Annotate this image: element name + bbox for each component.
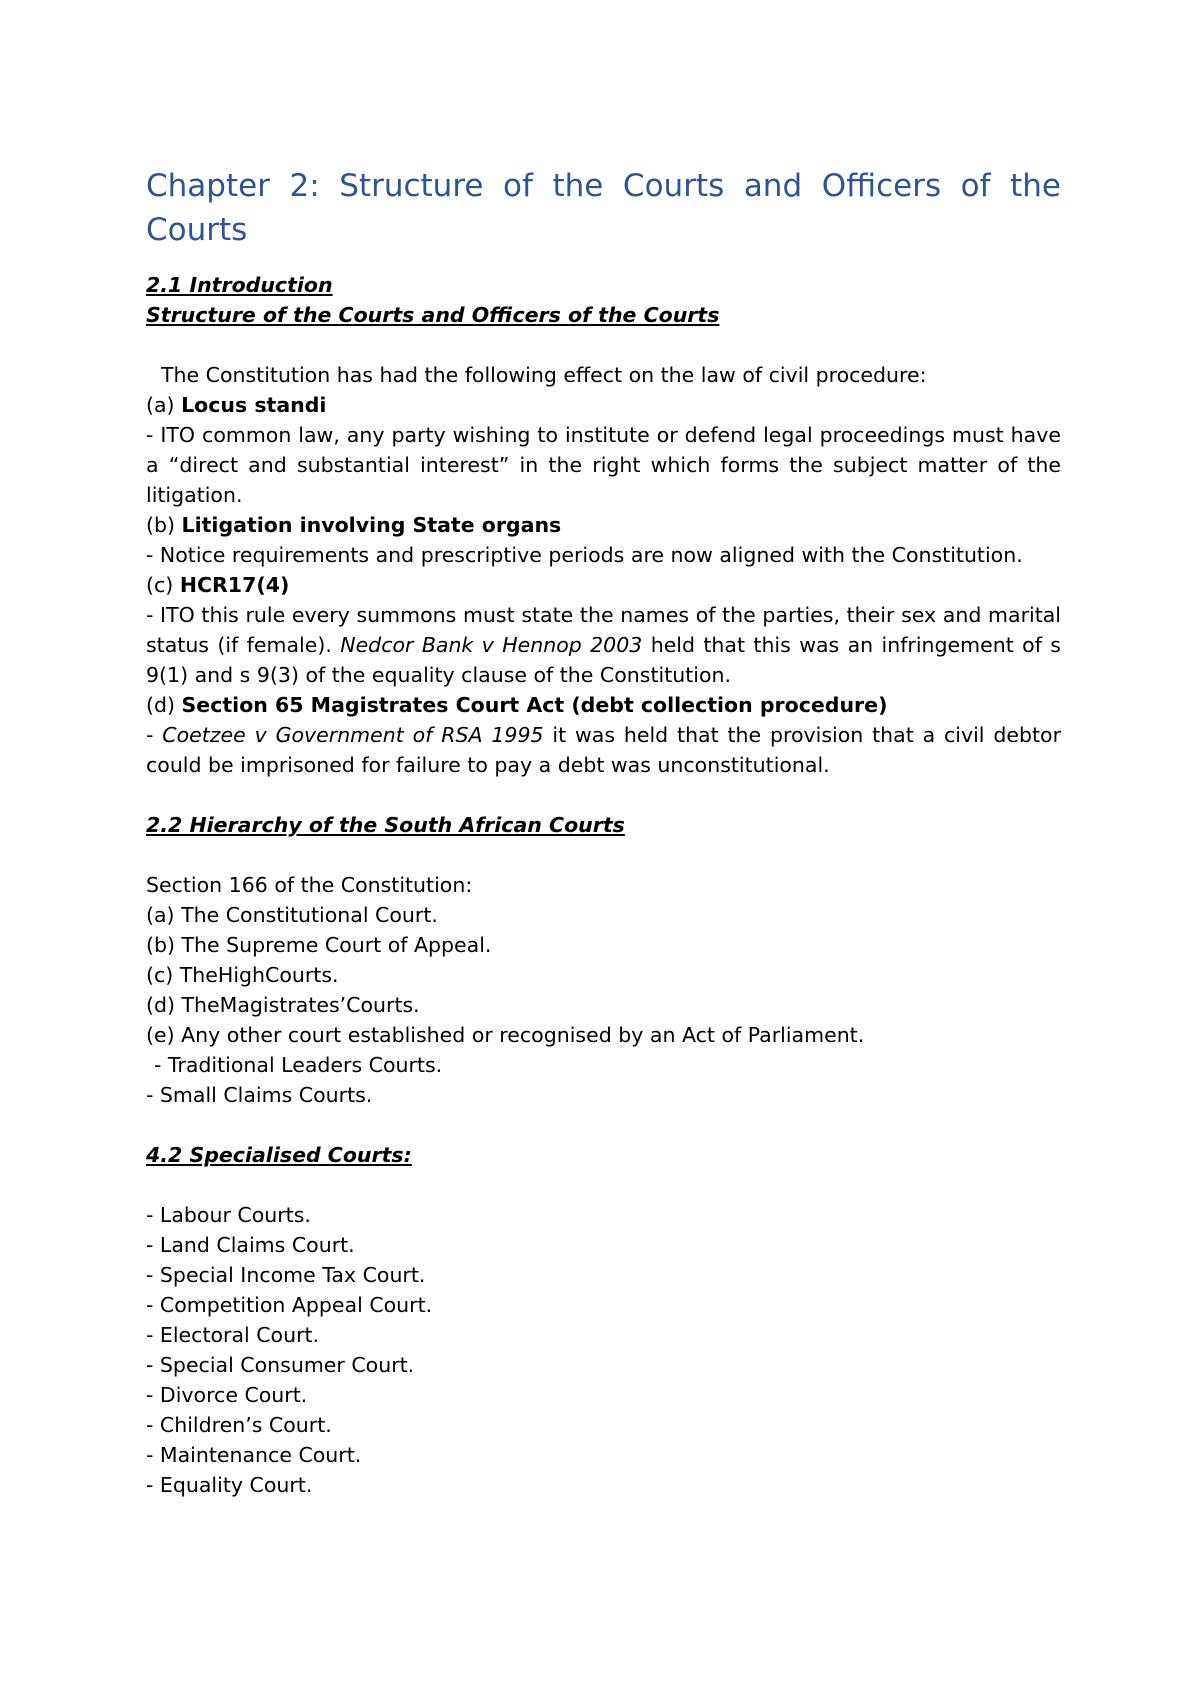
item-marker: (b)	[146, 513, 176, 537]
list-item: - Divorce Court.	[146, 1383, 308, 1407]
spacer	[146, 330, 1061, 360]
spacer	[146, 840, 1061, 870]
list-item: - Maintenance Court.	[146, 1443, 362, 1467]
item-title: Locus standi	[181, 393, 327, 417]
list-item: (e) Any other court established or recognised by an Act of Parliament.	[146, 1023, 865, 1047]
item-body-text: it was held that the provision that a civil debtor could be imprisoned for failure to pay a debt was unconstitutional.	[146, 723, 1061, 777]
item-marker: (d)	[146, 693, 176, 717]
list-item: - Special Consumer Court.	[146, 1353, 415, 1377]
section-heading-hierarchy: 2.2 Hierarchy of the South African Courts	[146, 813, 625, 837]
intro-item-b-body: - Notice requirements and prescriptive periods are now aligned with the Constitution.	[146, 543, 1023, 567]
section-subheading-intro: Structure of the Courts and Officers of the Courts	[146, 303, 720, 327]
chapter-title: Chapter 2: Structure of the Courts and Officers of the Courts	[146, 168, 1061, 248]
list-item: - Labour Courts.	[146, 1203, 311, 1227]
hierarchy-lead: Section 166 of the Constitution:	[146, 873, 473, 897]
list-item: - Equality Court.	[146, 1473, 313, 1497]
list-item: - Special Income Tax Court.	[146, 1263, 426, 1287]
list-item: - Small Claims Courts.	[146, 1083, 373, 1107]
list-item: - Competition Appeal Court.	[146, 1293, 433, 1317]
intro-item-b-heading	[146, 510, 1061, 540]
intro-lead: The Constitution has had the following effect on the law of civil procedure:	[161, 363, 927, 387]
list-item: - Land Claims Court.	[146, 1233, 355, 1257]
intro-item-c-heading	[146, 570, 1061, 600]
spacer	[146, 1170, 1061, 1200]
specialised-list	[146, 1200, 1061, 1500]
hierarchy-list	[146, 900, 1061, 1110]
item-body-text: held that this was an infringement of s 9(1) and s 9(3) of the equality clause of the Constitution.	[146, 633, 1061, 687]
item-body-text: -	[146, 723, 154, 747]
item-marker: (a)	[146, 393, 175, 417]
item-title: HCR17(4)	[179, 573, 290, 597]
item-marker: (c)	[146, 573, 174, 597]
intro-item-d-heading	[146, 690, 1061, 720]
list-item: - Children’s Court.	[146, 1413, 332, 1437]
intro-item-a-body: - ITO common law, any party wishing to institute or defend legal proceedings must have a “direct and substantial interest” in the right which forms the subject matter of the litigation.	[146, 423, 1061, 507]
section-heading-specialised: 4.2 Specialised Courts:	[146, 1143, 412, 1167]
list-item: - Traditional Leaders Courts.	[154, 1053, 443, 1077]
list-item: (d) TheMagistrates’Courts.	[146, 993, 420, 1017]
spacer	[146, 780, 1061, 810]
list-item: (c) TheHighCourts.	[146, 963, 339, 987]
item-title: Litigation involving State organs	[181, 513, 562, 537]
intro-item-c-body	[146, 600, 1061, 690]
list-item: (a) The Constitutional Court.	[146, 903, 438, 927]
document-page	[146, 164, 1061, 1500]
item-body-text: - ITO this rule every summons must state the names of the parties, their sex and marital status (if female).	[146, 603, 1061, 657]
section-heading-intro: 2.1 Introduction	[146, 273, 333, 297]
item-title: Section 65 Magistrates Court Act (debt collection procedure)	[181, 693, 888, 717]
spacer	[146, 252, 1061, 270]
case-citation: Coetzee v Government of RSA 1995	[162, 723, 544, 747]
list-item: - Electoral Court.	[146, 1323, 320, 1347]
intro-item-d-body	[146, 720, 1061, 780]
spacer	[146, 1110, 1061, 1140]
case-citation: Nedcor Bank v Hennop 2003	[340, 633, 643, 657]
list-item: (b) The Supreme Court of Appeal.	[146, 933, 492, 957]
intro-item-a-heading	[146, 390, 1061, 420]
